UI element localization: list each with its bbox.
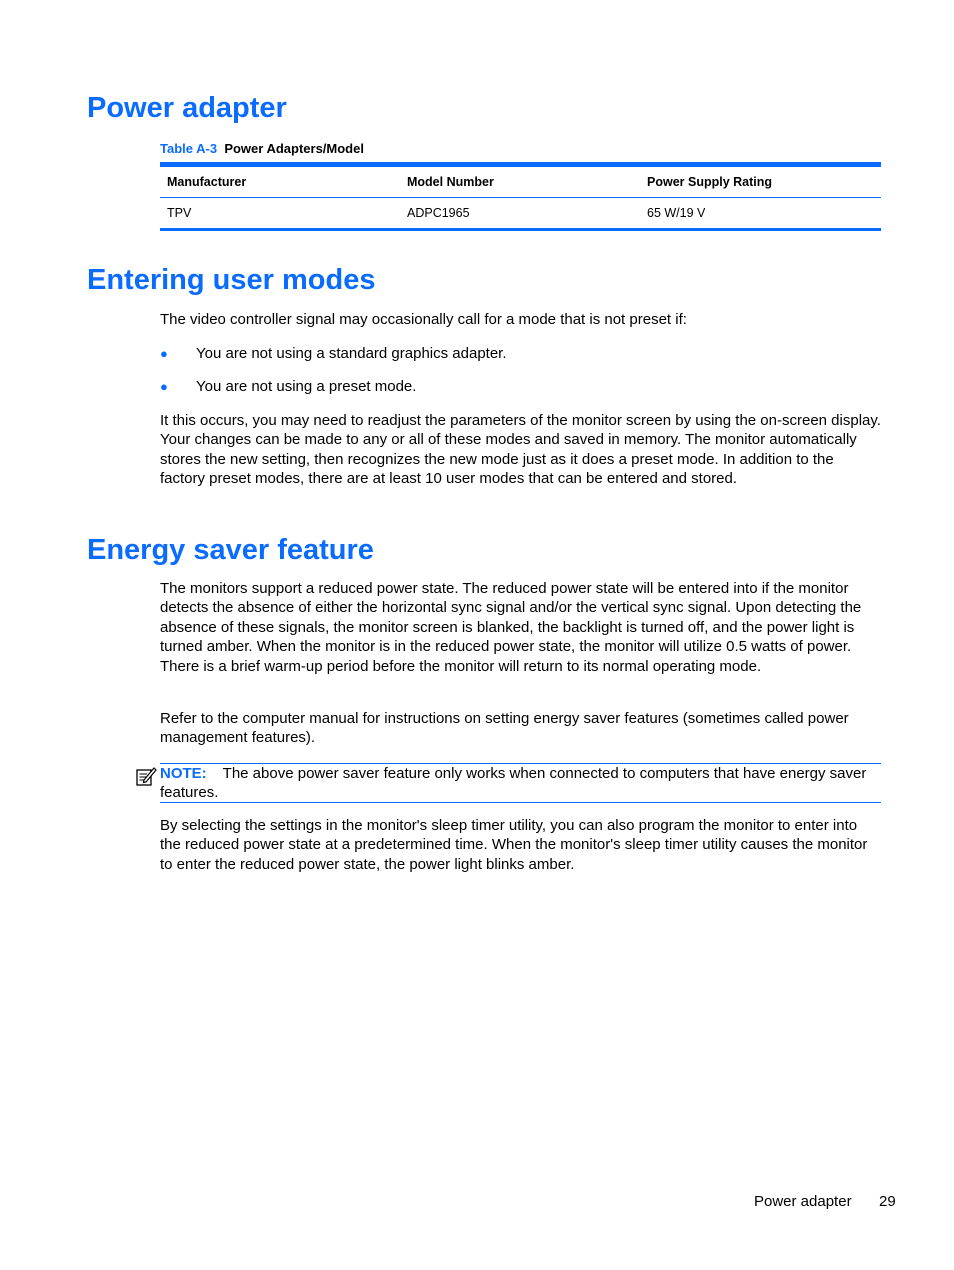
note-box bbox=[160, 763, 881, 803]
note-pencil-icon bbox=[135, 765, 157, 787]
user-modes-intro: The video controller signal may occasionally call for a mode that is not preset if: bbox=[160, 311, 687, 328]
energy-saver-paragraph-3: By selecting the settings in the monitor's sleep timer utility, you can also program the monitor to enter into the reduced power state at a predetermined time. When the monitor's sleep timer utility causes the monitor to enter the reduced power state, the power light blinks amber. bbox=[160, 817, 868, 873]
list-item-text: You are not using a standard graphics adapter. bbox=[196, 345, 507, 362]
table-cell-manufacturer: TPV bbox=[167, 206, 192, 220]
list-item-text: You are not using a preset mode. bbox=[196, 378, 417, 395]
table-caption bbox=[160, 141, 364, 156]
note-content bbox=[160, 764, 881, 803]
energy-saver-paragraph-1: The monitors support a reduced power state. The reduced power state will be entered into if the monitor detects the absence of either the horizontal sync signal and/or the vertical sync signal. Upon detecting the absence of these signals, the monitor screen is blanked, the backlight is turned off, and the power light is turned amber. When the monitor is in the reduced power state, the monitor will utilize 0.5 watts of power. There is a brief warm-up period before the monitor will return to its normal operating mode. bbox=[160, 580, 862, 675]
note-text: The above power saver feature only works when connected to computers that have energy saver features. bbox=[160, 765, 867, 802]
heading-entering-user-modes: Entering user modes bbox=[87, 264, 376, 296]
footer-page-number: 29 bbox=[879, 1193, 896, 1210]
energy-saver-paragraph-2: Refer to the computer manual for instructions on setting energy saver features (sometimes called power management features). bbox=[160, 710, 849, 747]
bullet-dot-icon: ● bbox=[160, 379, 168, 394]
heading-energy-saver-feature: Energy saver feature bbox=[87, 534, 374, 566]
table-row bbox=[160, 198, 881, 231]
note-label: NOTE: bbox=[160, 765, 207, 782]
table-caption-title: Power Adapters/Model bbox=[224, 141, 364, 156]
footer-section-name: Power adapter bbox=[754, 1193, 852, 1210]
heading-power-adapter: Power adapter bbox=[87, 92, 287, 124]
table-header-manufacturer: Manufacturer bbox=[167, 175, 247, 189]
table-cell-model-number: ADPC1965 bbox=[407, 206, 470, 220]
table-caption-number: Table A-3 bbox=[160, 141, 218, 156]
user-modes-body: It this occurs, you may need to readjust the parameters of the monitor screen by using the on-screen display. Your changes can be made to any or all of these modes and saved in memory. The monitor automatically stores the new setting, then recognizes the new mode just as it does a preset mode. In addition to the factory preset modes, there are at least 10 user modes that can be entered and stored. bbox=[160, 412, 881, 488]
table-header-model-number: Model Number bbox=[407, 175, 494, 189]
table-header-power-supply-rating: Power Supply Rating bbox=[647, 175, 773, 189]
table-header-row bbox=[160, 167, 881, 198]
table-cell-power-supply-rating: 65 W/19 V bbox=[647, 206, 706, 220]
bullet-dot-icon: ● bbox=[160, 346, 168, 361]
power-adapters-table bbox=[160, 162, 881, 231]
